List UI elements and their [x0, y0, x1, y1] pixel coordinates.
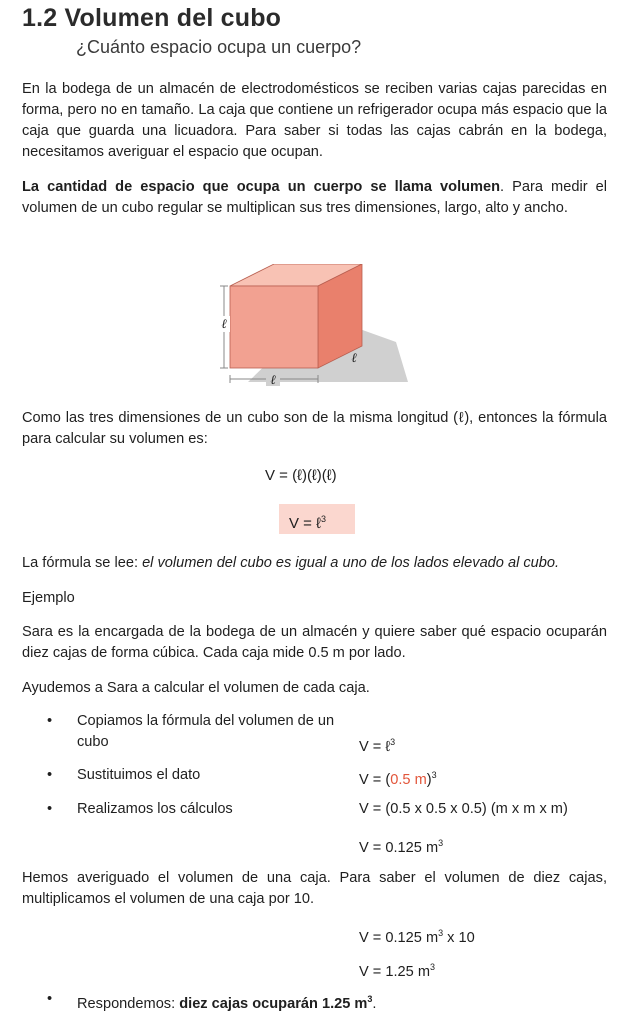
formula-short [289, 509, 326, 534]
formula-expanded: V = (ℓ)(ℓ)(ℓ) [265, 467, 337, 484]
result-row [22, 833, 622, 855]
section-title-text: Volumen del cubo [64, 4, 282, 32]
equation-rhs: ) [426, 772, 432, 788]
reading-italic: el volumen del cubo es igual a uno de los lados elevado al cubo. [142, 555, 560, 571]
answer-text [77, 989, 577, 1015]
bullet: • [47, 767, 53, 783]
step-calculate [22, 799, 622, 821]
example-paragraph: Sara es la encargada de la bodega de un almacén y quiere saber qué espacio ocuparán diez cajas de forma cúbica. Cada caja mide 0.5 m por lado. [22, 624, 607, 661]
answer-bold [179, 996, 372, 1012]
answer-bold-text: diez cajas ocuparán 1.25 m [179, 996, 368, 1012]
substituted-value: 0.5 m [390, 772, 427, 788]
ten-equation-2-row [22, 957, 622, 979]
bullet: • [47, 801, 53, 817]
width-label: ℓ [270, 373, 276, 388]
answer-row [22, 989, 622, 1011]
cube-figure [218, 264, 414, 392]
definition-bold: La cantidad de espacio que ocupa un cuerpo se llama volumen [22, 179, 501, 195]
calculation-equation: V = (0.5 x 0.5 x 0.5) (m x m x m) [359, 801, 568, 817]
definition-paragraph [22, 177, 607, 219]
depth-label: ℓ [351, 351, 357, 366]
section-title [22, 4, 281, 33]
step-equation [359, 732, 395, 758]
reading-paragraph [22, 553, 607, 574]
answer-end: . [372, 996, 377, 1012]
step-text: Sustituimos el dato [77, 767, 201, 783]
ten-equation-1-row [22, 923, 622, 945]
equation-lhs: V = ℓ [359, 739, 391, 755]
equation-exponent: 3 [438, 838, 444, 848]
formula-short-exponent: 3 [320, 514, 326, 524]
section-number: 1.2 [22, 4, 58, 32]
bullet: • [47, 713, 53, 729]
example-label: Ejemplo [22, 590, 75, 606]
equation-exponent: 3 [429, 962, 435, 972]
equation-exponent: 3 [390, 737, 396, 747]
height-label: ℓ [221, 317, 227, 332]
equation-lhs: V = 0.125 m [359, 930, 439, 946]
cube-front-face [230, 286, 318, 368]
equation-lhs: V = ( [359, 772, 391, 788]
help-paragraph: Ayudemos a Sara a calcular el volumen de cada caja. [22, 680, 370, 696]
step-text: Realizamos los cálculos [77, 801, 233, 817]
ten-equation-1 [359, 923, 475, 949]
ten-equation-2 [359, 957, 435, 983]
dimension-paragraph: Como las tres dimensiones de un cubo son de la misma longitud (ℓ), entonces la fórmula para calcular su volumen es: [22, 410, 607, 447]
formula-short-lhs: V = ℓ [289, 515, 321, 532]
step-copy-formula [22, 711, 622, 755]
intro-paragraph: En la bodega de un almacén de electrodomésticos se reciben varias cajas parecidas en forma, pero no en tamaño. La caja que contiene un refrigerador ocupa más espacio que la caja que guarda una licuadora. Para saber si todas las cajas cabrán en la bodega, necesitamos averiguar el espacio que ocupan. [22, 81, 607, 160]
equation-lhs: V = 1.25 m [359, 964, 430, 980]
reading-prefix: La fórmula se lee: [22, 555, 143, 571]
bullet: • [47, 991, 53, 1007]
definition-rest: . Para medir el volumen de un cubo regular se multiplican sus tres dimensiones, largo, alto y ancho. [22, 179, 607, 216]
step-text: Copiamos la fórmula del volumen de un cubo [77, 713, 335, 750]
ten-boxes-paragraph: Hemos averiguado el volumen de una caja. Para saber el volumen de diez cajas, multiplicamos el volumen de una caja por 10. [22, 870, 607, 907]
result-equation [359, 833, 443, 859]
answer-prefix: Respondemos: [77, 996, 180, 1012]
section-subtitle: ¿Cuánto espacio ocupa un cuerpo? [76, 37, 362, 57]
step-equation [359, 765, 437, 791]
equation-exponent: 3 [438, 928, 444, 938]
answer-exponent: 3 [367, 994, 373, 1004]
equation-exponent: 3 [431, 770, 437, 780]
equation-lhs: V = 0.125 m [359, 840, 439, 856]
equation-rhs: x 10 [443, 930, 475, 946]
step-substitute [22, 765, 622, 787]
